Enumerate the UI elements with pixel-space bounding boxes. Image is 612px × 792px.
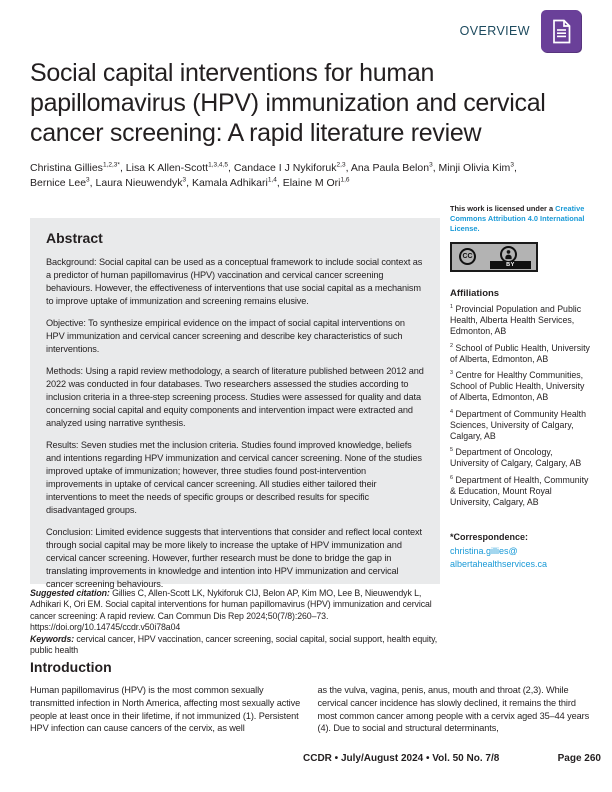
abstract-paragraph-objective: Objective: To synthesize empirical evidence on the impact of social capital interventions on HPV immunization and cervical cancer screening and describe key characteristics of such interventions. xyxy=(46,318,405,354)
introduction-heading: Introduction xyxy=(30,659,112,675)
affiliation-item: $^1$ Provincial Population and Public Health, Alberta Health Services, Edmonton, AB xyxy=(450,304,582,337)
correspondence-block xyxy=(450,532,591,571)
affiliations-heading: Affiliations xyxy=(450,288,500,299)
email-line-1: christina.gillies@ xyxy=(450,546,518,557)
abstract-paragraph-conclusion: Conclusion: Limited evidence suggests that interventions that consider and reflect local context through social capital may be more likely to increase the uptake of HPV immunization and cervical cancer screening. However, further research must be done to bridge the gap in translating improvements in knowledge and intention into HPV immunization and cervical cancer screening behaviours. xyxy=(46,527,422,589)
abstract-paragraph-methods: Methods: Using a rapid review methodology, a search of literature published between 2012 and 2022 was conducted in four databases. Two researchers assessed the studies according to inclusion criteria in a three-step screening process. Studies were assessed for quality and data concerning social capital and equity components and intervention impact were extracted and analyzed using narrative synthesis. xyxy=(46,366,424,428)
citation-label: Suggested citation: xyxy=(30,588,113,598)
email-line-2: albertahealthservices.ca xyxy=(450,559,548,570)
overview-label: OVERVIEW xyxy=(459,24,530,38)
abstract-section xyxy=(30,218,440,589)
document-icon xyxy=(551,19,572,44)
introduction-columns xyxy=(30,684,592,735)
authors-line: Christina Gillies$^{1,2,3*}$, Lisa K Allen-Scott$^{1,3,4,5}$, Candace I J Nykiforuk$^{2,3}$, Ana Paula Belon$^3$, Minji Olivia Kim$^3$, Bernice Lee$^3$, Laura Nieuwendyk$^3$, Kamala Adhikari$^{1,4}$, Elaine M Ori$^{1,6}$ xyxy=(30,161,517,189)
affiliations-list xyxy=(450,304,591,508)
correspondence-label: *Correspondence: xyxy=(450,532,529,543)
license-note xyxy=(450,204,591,234)
introduction-section xyxy=(30,659,592,735)
article-title: Social capital interventions for human papillomavirus (HPV) immunization and cervical cancer screening: A rapid literature review xyxy=(30,59,546,147)
affiliation-item: $^2$ School of Public Health, University of Alberta, Edmonton, AB xyxy=(450,342,590,364)
abstract-paragraph-results: Results: Seven studies met the inclusion criteria. Studies found improved knowledge, beliefs and intentions regarding HPV immunization and cervical cancer screening. None of the studies improved uptake of immunization; however, three studies found post-intervention improvements in uptake of cervical cancer screening. All studies either tailored their interventions to meet the needs of specific groups or described results for specific disadvantaged groups. xyxy=(46,440,422,515)
correspondence-email-link[interactable] xyxy=(450,545,591,571)
suggested-citation xyxy=(30,588,444,634)
cc-by-badge xyxy=(450,242,538,272)
sidebar xyxy=(450,204,591,571)
cc-by-label: BY xyxy=(490,261,531,269)
license-prefix: This work is licensed under a xyxy=(450,204,556,213)
license-link[interactable]: Creative Commons Attribution 4.0 International License. xyxy=(450,204,585,233)
citation-text: Gillies C, Allen-Scott LK, Nykiforuk CIJ, Belon AP, Kim MO, Lee B, Nieuwendyk L, Adhikari K, Ori EM. Social capital interventions for human papillomavirus (HPV) immunization and cervical cancer screening: A rapid review. Can Commun Dis Rep 2024;50(7/8):260–73. https://doi.org/10.14745/ccdr.v50i78a04 xyxy=(30,588,432,633)
page-header xyxy=(460,10,581,52)
affiliation-item: $^3$ Centre for Healthy Communities, School of Public Health, University of Alberta, Edmonton, AB xyxy=(450,370,585,403)
citation-block xyxy=(30,588,444,656)
keywords-text: cervical cancer, HPV vaccination, cancer screening, social capital, social support, health equity, public health xyxy=(30,633,438,656)
overview-doc-badge xyxy=(541,10,581,52)
footer-journal-line: CCDR • July/August 2024 • Vol. 50 No. 7/8 xyxy=(303,753,500,764)
affiliation-item: $^4$ Department of Community Health Sciences, University of Calgary, Calgary, AB xyxy=(450,408,587,442)
affiliation-item: $^6$ Department of Health, Community & Education, Mount Royal University, Calgary, AB xyxy=(450,474,589,508)
cc-icon: CC xyxy=(459,248,476,265)
abstract-paragraph-background: Background: Social capital can be used as a conceptual framework to include social context as a predictor of human papillomavirus (HPV) vaccination and cervical cancer screening behaviours. However, the effectiveness of interventions that use social capital as a mechanism to improve uptake of immunization and screening remains elusive. xyxy=(46,257,423,306)
intro-column-left: Human papillomavirus (HPV) is the most common sexually transmitted infection in North America, affecting most sexually active people at least once in their lifetime, if not immunized (1). Persistent HPV infection can cause cancers of the cervix, as well xyxy=(30,685,301,734)
abstract-heading: Abstract xyxy=(46,230,103,246)
intro-column-right: as the vulva, vagina, penis, anus, mouth and throat (2,3). While cervical cancer incidence has slowly declined, it remains the third most common cancer among people with a cervix aged 35–44 years (4). Due to social and structural determinants, xyxy=(317,685,590,734)
keywords-label: Keywords: xyxy=(30,633,77,644)
footer-page-number: Page 260 xyxy=(557,753,601,764)
affiliation-item: $^5$ Department of Oncology, University of Calgary, Calgary, AB xyxy=(450,447,582,469)
keywords-line xyxy=(30,634,444,657)
